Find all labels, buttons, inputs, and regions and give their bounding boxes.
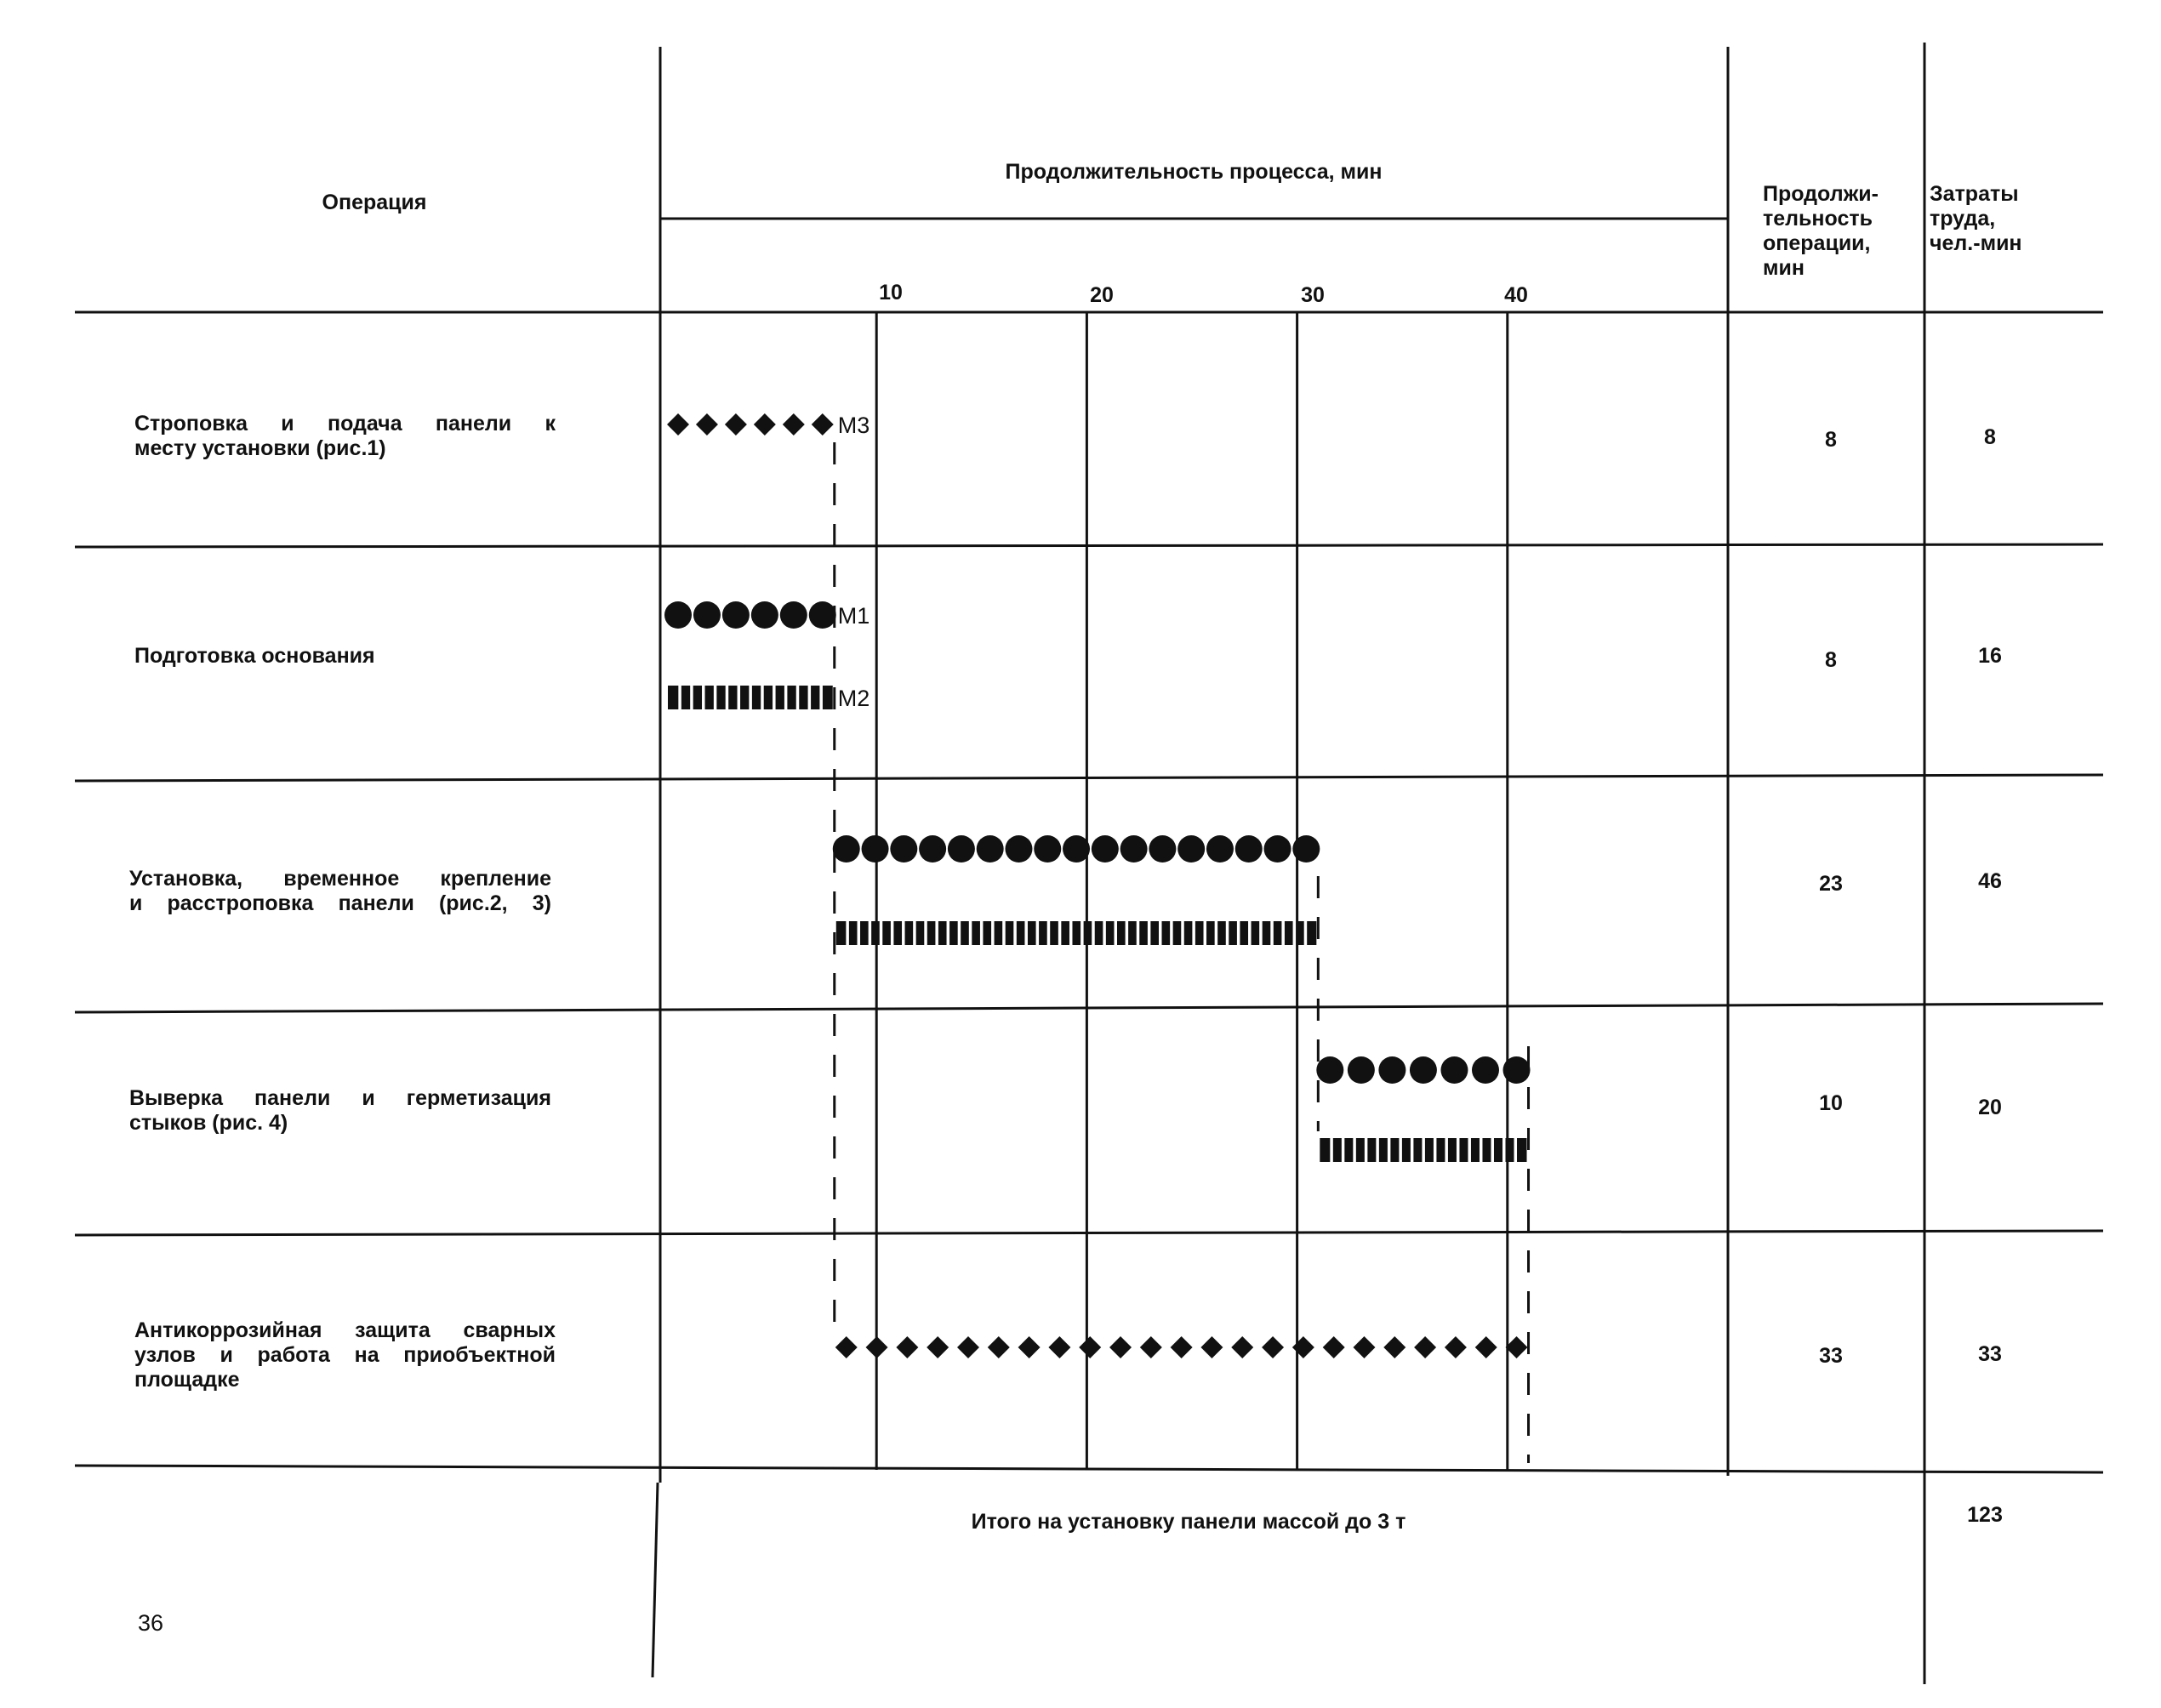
total-label: Итого на установку панели массой до 3 т xyxy=(971,1510,1406,1534)
gantt-hatch-gap xyxy=(913,921,916,945)
gantt-hatch-gap xyxy=(1114,921,1117,945)
gantt-circle-mark xyxy=(1316,1056,1343,1084)
gantt-circle-mark xyxy=(1034,835,1061,863)
gantt-hatch-gap xyxy=(1181,921,1184,945)
gantt-circle-mark xyxy=(1264,835,1291,863)
gantt-circle-mark xyxy=(1378,1056,1406,1084)
gantt-diamond-mark xyxy=(896,1336,918,1358)
gantt-diamond-mark xyxy=(1323,1336,1345,1358)
gantt-hatch-gap xyxy=(891,921,894,945)
gantt-hatch-gap xyxy=(902,921,905,945)
gantt-hatch-gap xyxy=(738,686,741,709)
gantt-hatch-gap xyxy=(935,921,938,945)
gantt-hatch-gap xyxy=(1281,921,1285,945)
operation-line: Антикоррозийная защита сварных xyxy=(134,1318,556,1342)
gantt-hatch-gap xyxy=(1376,1138,1379,1162)
gantt-hatch-gap xyxy=(1148,921,1151,945)
gantt-circle-mark xyxy=(862,835,889,863)
gantt-diamond-mark xyxy=(1171,1336,1193,1358)
gantt-circle-mark xyxy=(1120,835,1148,863)
gantt-hatch-gap xyxy=(1434,1138,1437,1162)
gantt-hatch-gap xyxy=(1342,1138,1345,1162)
gantt-hatch-gap xyxy=(702,686,705,709)
operation-line: месту установки (рис.1) xyxy=(134,436,386,460)
duration-value: 8 xyxy=(1825,428,1837,452)
gantt-circle-mark xyxy=(664,601,692,629)
duration-value: 23 xyxy=(1819,872,1843,896)
gantt-hatch-gap xyxy=(808,686,812,709)
operation-line: Установка, временное крепление xyxy=(129,867,551,891)
page-number: 36 xyxy=(138,1610,164,1636)
gantt-diamond-mark xyxy=(1200,1336,1223,1358)
header-labor-line: труда, xyxy=(1930,207,1996,231)
duration-value: 10 xyxy=(1819,1091,1843,1115)
gantt-diamond-mark xyxy=(667,413,689,436)
gantt-circle-mark xyxy=(693,601,721,629)
gantt-diamond-mark xyxy=(696,413,718,436)
gantt-hatch-gap xyxy=(991,921,995,945)
gantt-hatch-gap xyxy=(1491,1138,1494,1162)
header-labor-line: чел.-мин xyxy=(1930,231,2022,255)
operation-description xyxy=(129,867,551,916)
gantt-hatch-gap xyxy=(1013,921,1017,945)
gantt-diamond-mark xyxy=(1475,1336,1497,1358)
gantt-diamond-mark xyxy=(988,1336,1010,1358)
gantt-diamond-mark xyxy=(1506,1336,1528,1358)
tick-label: 30 xyxy=(1301,283,1325,307)
gantt-hatch-gap xyxy=(1270,921,1274,945)
operation-line: стыков (рис. 4) xyxy=(129,1111,288,1135)
gantt-circle-mark xyxy=(1503,1056,1531,1084)
operation-line: площадке xyxy=(134,1368,240,1392)
gantt-hatch-gap xyxy=(1445,1138,1448,1162)
gantt-hatch-gap xyxy=(880,921,883,945)
operation-line: Строповка и подача панели к xyxy=(134,412,556,436)
gantt-hatch-gap xyxy=(980,921,984,945)
gantt-hatch-gap xyxy=(690,686,693,709)
gantt-diamond-mark xyxy=(1079,1336,1101,1358)
gantt-hatch-gap xyxy=(1502,1138,1506,1162)
gantt-diamond-mark xyxy=(1353,1336,1375,1358)
gantt-hatch-gap xyxy=(947,921,950,945)
total-value: 123 xyxy=(1967,1503,2003,1527)
gantt-hatch-gap xyxy=(1293,921,1297,945)
header-process-duration: Продолжительность процесса, мин xyxy=(1005,160,1383,184)
gantt-circle-mark xyxy=(1005,835,1032,863)
gantt-diamond-mark xyxy=(812,413,834,436)
gantt-diamond-mark xyxy=(1109,1336,1132,1358)
gantt-hatch-gap xyxy=(784,686,788,709)
gantt-diamond-mark xyxy=(1292,1336,1314,1358)
tick-label: 10 xyxy=(879,281,903,305)
gantt-diamond-mark xyxy=(1445,1336,1467,1358)
gantt-circle-mark xyxy=(1292,835,1320,863)
gantt-hatch-gap xyxy=(761,686,764,709)
labor-value: 46 xyxy=(1978,869,2002,893)
gantt-circle-mark xyxy=(809,601,836,629)
gantt-hatch-gap xyxy=(1457,1138,1460,1162)
gantt-hatch-gap xyxy=(1159,921,1162,945)
gantt-circle-mark xyxy=(1177,835,1205,863)
gantt-circle-mark xyxy=(1206,835,1234,863)
gantt-hatch-gap xyxy=(1092,921,1095,945)
gantt-circle-mark xyxy=(722,601,750,629)
gantt-hatch-gap xyxy=(958,921,961,945)
gantt-diamond-mark xyxy=(1383,1336,1406,1358)
labor-value: 20 xyxy=(1978,1096,2002,1119)
gantt-hatch-gap xyxy=(869,921,872,945)
gantt-hatch-gap xyxy=(1137,921,1140,945)
gantt-circle-mark xyxy=(1149,835,1176,863)
gantt-circle-mark xyxy=(751,601,778,629)
gantt-diamond-mark xyxy=(835,1336,858,1358)
gantt-diamond-mark xyxy=(957,1336,979,1358)
gantt-hatch-gap xyxy=(1353,1138,1356,1162)
gantt-diamond-mark xyxy=(1018,1336,1041,1358)
gantt-hatch-gap xyxy=(1411,1138,1414,1162)
gantt-diamond-mark xyxy=(1414,1336,1436,1358)
gantt-diamond-mark xyxy=(866,1336,888,1358)
gantt-hatch-gap xyxy=(1126,921,1129,945)
gantt-circle-mark xyxy=(1235,835,1263,863)
gantt-hatch-gap xyxy=(1002,921,1006,945)
gantt-hatch-gap xyxy=(1080,921,1084,945)
tick-label: 40 xyxy=(1504,283,1528,307)
duration-value: 33 xyxy=(1819,1344,1843,1368)
gantt-hatch-gap xyxy=(1237,921,1240,945)
gantt-hatch-gap xyxy=(846,921,849,945)
labor-value: 16 xyxy=(1978,644,2002,668)
gantt-circle-mark xyxy=(780,601,807,629)
operation-line: узлов и работа на приобъектной xyxy=(134,1343,556,1367)
gantt-circle-mark xyxy=(1092,835,1119,863)
gantt-hatch-gap xyxy=(1103,921,1106,945)
gantt-circle-mark xyxy=(833,835,860,863)
gantt-hatch-gap xyxy=(1468,1138,1471,1162)
gantt-hatch-gap xyxy=(1058,921,1062,945)
gantt-hatch-gap xyxy=(714,686,717,709)
duration-value: 8 xyxy=(1825,648,1837,672)
gantt-hatch-gap xyxy=(773,686,776,709)
operation-description xyxy=(129,1086,551,1136)
gantt-machine-label: М2 xyxy=(837,686,870,711)
gantt-hatch-gap xyxy=(678,686,681,709)
gantt-hatch-gap xyxy=(1047,921,1051,945)
gantt-hatch-gap xyxy=(1514,1138,1518,1162)
gantt-hatch-gap xyxy=(1365,1138,1368,1162)
gantt-circle-mark xyxy=(977,835,1004,863)
gantt-hatch-gap xyxy=(1204,921,1207,945)
gantt-circle-mark xyxy=(1410,1056,1437,1084)
gantt-hatch-gap xyxy=(1399,1138,1402,1162)
operation-line: Подготовка основания xyxy=(134,644,375,668)
gantt-circle-mark xyxy=(1440,1056,1468,1084)
gantt-hatch-gap xyxy=(1215,921,1218,945)
gantt-hatch-gap xyxy=(1170,921,1173,945)
gantt-circle-mark xyxy=(890,835,917,863)
gantt-machine-label: М1 xyxy=(837,603,870,629)
header-op-duration-line: тельность xyxy=(1763,207,1873,231)
labor-value: 8 xyxy=(1984,425,1996,449)
gantt-hatch-gap xyxy=(726,686,729,709)
header-labor-line: Затраты xyxy=(1930,182,2019,206)
operation-description xyxy=(134,644,556,669)
gantt-hatch-gap xyxy=(1192,921,1195,945)
gantt-hatch-gap xyxy=(1480,1138,1483,1162)
tick-label: 20 xyxy=(1090,283,1114,307)
gantt-diamond-mark xyxy=(1140,1336,1162,1358)
operation-description xyxy=(134,1318,556,1392)
gantt-hatch-gap xyxy=(1069,921,1073,945)
gantt-hatch-gap xyxy=(819,686,823,709)
gantt-diamond-mark xyxy=(1262,1336,1284,1358)
gantt-hatch-gap xyxy=(1226,921,1229,945)
gantt-circle-mark xyxy=(1348,1056,1375,1084)
gantt-hatch-gap xyxy=(1036,921,1040,945)
gantt-hatch-gap xyxy=(1422,1138,1425,1162)
header-op-duration-line: мин xyxy=(1763,256,1805,280)
gantt-hatched-bar xyxy=(836,921,1317,945)
gantt-diamond-mark xyxy=(783,413,805,436)
operation-line: и расстроповка панели (рис.2, 3) xyxy=(129,891,551,915)
gantt-diamond-mark xyxy=(927,1336,949,1358)
header-op-duration-line: Продолжи- xyxy=(1763,182,1879,206)
gantt-hatch-gap xyxy=(1259,921,1263,945)
operation-description xyxy=(134,412,556,461)
labor-value: 33 xyxy=(1978,1342,2002,1366)
gantt-diamond-mark xyxy=(1048,1336,1070,1358)
gantt-circle-mark xyxy=(1472,1056,1499,1084)
gantt-hatch-gap xyxy=(1024,921,1028,945)
gantt-diamond-mark xyxy=(725,413,747,436)
gantt-hatch-gap xyxy=(1330,1138,1333,1162)
gantt-diamond-mark xyxy=(754,413,776,436)
gantt-hatch-gap xyxy=(969,921,972,945)
header-op-duration-line: операции, xyxy=(1763,231,1871,255)
gantt-circle-mark xyxy=(1063,835,1090,863)
operation-line: Выверка панели и герметизация xyxy=(129,1086,551,1110)
gantt-hatch-gap xyxy=(924,921,927,945)
gantt-hatch-gap xyxy=(1388,1138,1391,1162)
gantt-circle-mark xyxy=(919,835,946,863)
gantt-hatch-gap xyxy=(858,921,861,945)
gantt-hatch-gap xyxy=(749,686,752,709)
gantt-hatch-gap xyxy=(1304,921,1308,945)
gantt-hatch-gap xyxy=(796,686,800,709)
gantt-machine-label: М3 xyxy=(837,413,870,438)
gantt-hatch-gap xyxy=(1248,921,1252,945)
gantt-diamond-mark xyxy=(1231,1336,1253,1358)
header-operation: Операция xyxy=(322,191,427,214)
gantt-circle-mark xyxy=(948,835,975,863)
